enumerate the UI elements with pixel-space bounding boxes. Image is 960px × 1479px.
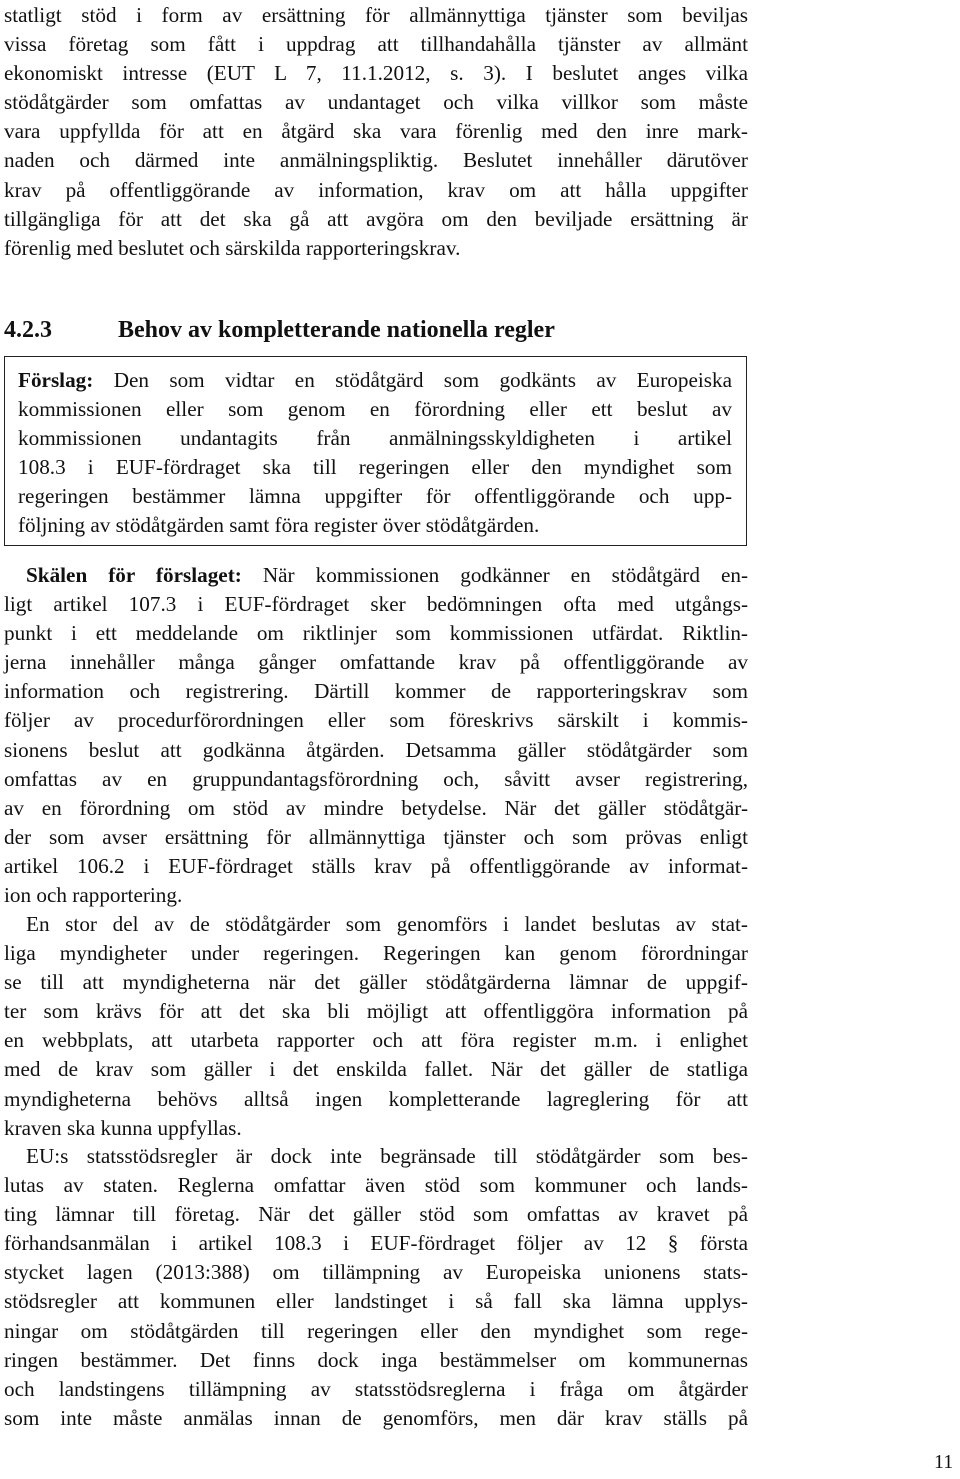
- text-line: kommissionen eller som genom en förordning eller ett beslut av: [18, 397, 732, 422]
- text-line: ningar om stödåtgärden till regeringen eller den myndighet som rege-: [4, 1318, 748, 1343]
- proposal-label: Förslag:: [18, 368, 94, 392]
- paragraph-3: [4, 1142, 748, 1433]
- text-line: krav på offentliggörande av information, krav om att hålla uppgifter: [4, 177, 748, 202]
- text-line: av en förordning om stöd av mindre betydelse. När det gäller stödåtgär-: [4, 795, 748, 820]
- text-line: 108.3 i EUF-fördraget ska till regeringen eller den myndighet som: [18, 455, 732, 480]
- text-line: naden och därmed inte anmälningspliktig. Beslutet innehåller därutöver: [4, 148, 748, 173]
- text-line: Skälen för förslaget: När kommissionen godkänner en stödåtgärd en-: [26, 563, 749, 587]
- text-line: en webbplats, att utarbeta rapporter och att föra register m.m. i enlighet: [4, 1028, 748, 1053]
- text-line: information och registrering. Därtill kommer de rapporteringskrav som: [4, 679, 748, 704]
- section-heading: [4, 314, 555, 346]
- text-line: förenlig med beslutet och särskilda rapporteringskrav.: [4, 235, 461, 260]
- text-line: lutas av staten. Reglerna omfattar även stöd som kommuner och lands-: [4, 1173, 748, 1198]
- paragraph-2: [4, 910, 748, 1143]
- text-line: stödåtgärder som omfattas av undantaget och vilka villkor som måste: [4, 90, 748, 115]
- text-line: statligt stöd i form av ersättning för allmännyttiga tjänster som beviljas: [4, 3, 748, 27]
- text-line: ion och rapportering.: [4, 883, 183, 908]
- text-line: artikel 106.2 i EUF-fördraget ställs krav på offentliggörande av informat-: [4, 853, 748, 878]
- top-paragraph: [4, 1, 748, 263]
- text-line: tillgängliga för att det ska gå att avgöra om den beviljade ersättning är: [4, 206, 748, 231]
- text-line: sionens beslut att godkänna åtgärden. Detsamma gäller stödåtgärder som: [4, 737, 748, 762]
- text-line: förhandsanmälan i artikel 108.3 i EUF-fördraget följer av 12 § första: [4, 1231, 748, 1256]
- proposal-text: [18, 366, 732, 541]
- text-line: som inte måste anmälas innan de genomförs, men där krav ställs på: [4, 1405, 748, 1430]
- text-line: vara uppfyllda för att en åtgärd ska vara förenlig med den inre mark-: [4, 119, 748, 144]
- section-title: Behov av kompletterande nationella regler: [118, 317, 555, 343]
- text-line: Förslag: Den som vidtar en stödåtgärd som godkänts av Europeiska: [18, 368, 732, 392]
- text-line: och landstingens tillämpning av statsstödsreglerna i fråga om åtgärder: [4, 1376, 748, 1401]
- section-number: 4.2.3: [4, 317, 52, 343]
- text-line: ting lämnar till företag. När det gäller stöd som omfattas av kravet på: [4, 1202, 748, 1227]
- reasons-paragraph: [4, 561, 748, 910]
- text-line: stödsregler att kommunen eller landstinget i så fall ska lämna upplys-: [4, 1289, 748, 1314]
- text-line: der som avser ersättning för allmännyttiga tjänster och som prövas enligt: [4, 824, 748, 849]
- text-line: med de krav som gäller i det enskilda fallet. När det gäller de statliga: [4, 1057, 748, 1082]
- text-line: följning av stödåtgärden samt föra register över stödåtgärden.: [18, 513, 540, 538]
- page-number: 11: [934, 1451, 954, 1473]
- reasons-label: Skälen för förslaget:: [26, 563, 242, 587]
- text-line: ekonomiskt intresse (EUT L 7, 11.1.2012, s. 3). I beslutet anges vilka: [4, 61, 748, 86]
- text-line: kommissionen undantagits från anmälningsskyldigheten i artikel: [18, 426, 732, 451]
- text-line: vissa företag som fått i uppdrag att tillhandahålla tjänster av allmänt: [4, 32, 748, 57]
- text-line: se till att myndigheterna när det gäller stödåtgärderna lämnar de uppgif-: [4, 970, 748, 995]
- text-line: EU:s statsstödsregler är dock inte begränsade till stödåtgärder som bes-: [26, 1144, 748, 1168]
- text-line: omfattas av en gruppundantagsförordning och, såvitt avser registrering,: [4, 766, 748, 791]
- text-line: ringen bestämmer. Det finns dock inga bestämmelser om kommunernas: [4, 1347, 748, 1372]
- text-line: liga myndigheter under regeringen. Regeringen kan genom förordningar: [4, 941, 748, 966]
- text-line: kraven ska kunna uppfyllas.: [4, 1115, 242, 1140]
- text-line: regeringen bestämmer lämna uppgifter för offentliggörande och upp-: [18, 484, 732, 509]
- text-line: jerna innehåller många gånger omfattande krav på offentliggörande av: [4, 650, 748, 675]
- text-line: stycket lagen (2013:388) om tillämpning av Europeiska unionens stats-: [4, 1260, 748, 1285]
- text-line: myndigheterna behövs alltså ingen kompletterande lagreglering för att: [4, 1086, 748, 1111]
- text-line: En stor del av de stödåtgärder som genomförs i landet beslutas av stat-: [26, 912, 748, 936]
- text-line: ter som krävs för att det ska bli möjligt att offentliggöra information på: [4, 999, 748, 1024]
- text-line: följer av procedurförordningen eller som föreskrivs särskilt i kommis-: [4, 708, 748, 733]
- text-line: punkt i ett meddelande om riktlinjer som kommissionen utfärdat. Riktlin-: [4, 621, 748, 646]
- text-line: ligt artikel 107.3 i EUF-fördraget sker bedömningen ofta med utgångs-: [4, 592, 748, 617]
